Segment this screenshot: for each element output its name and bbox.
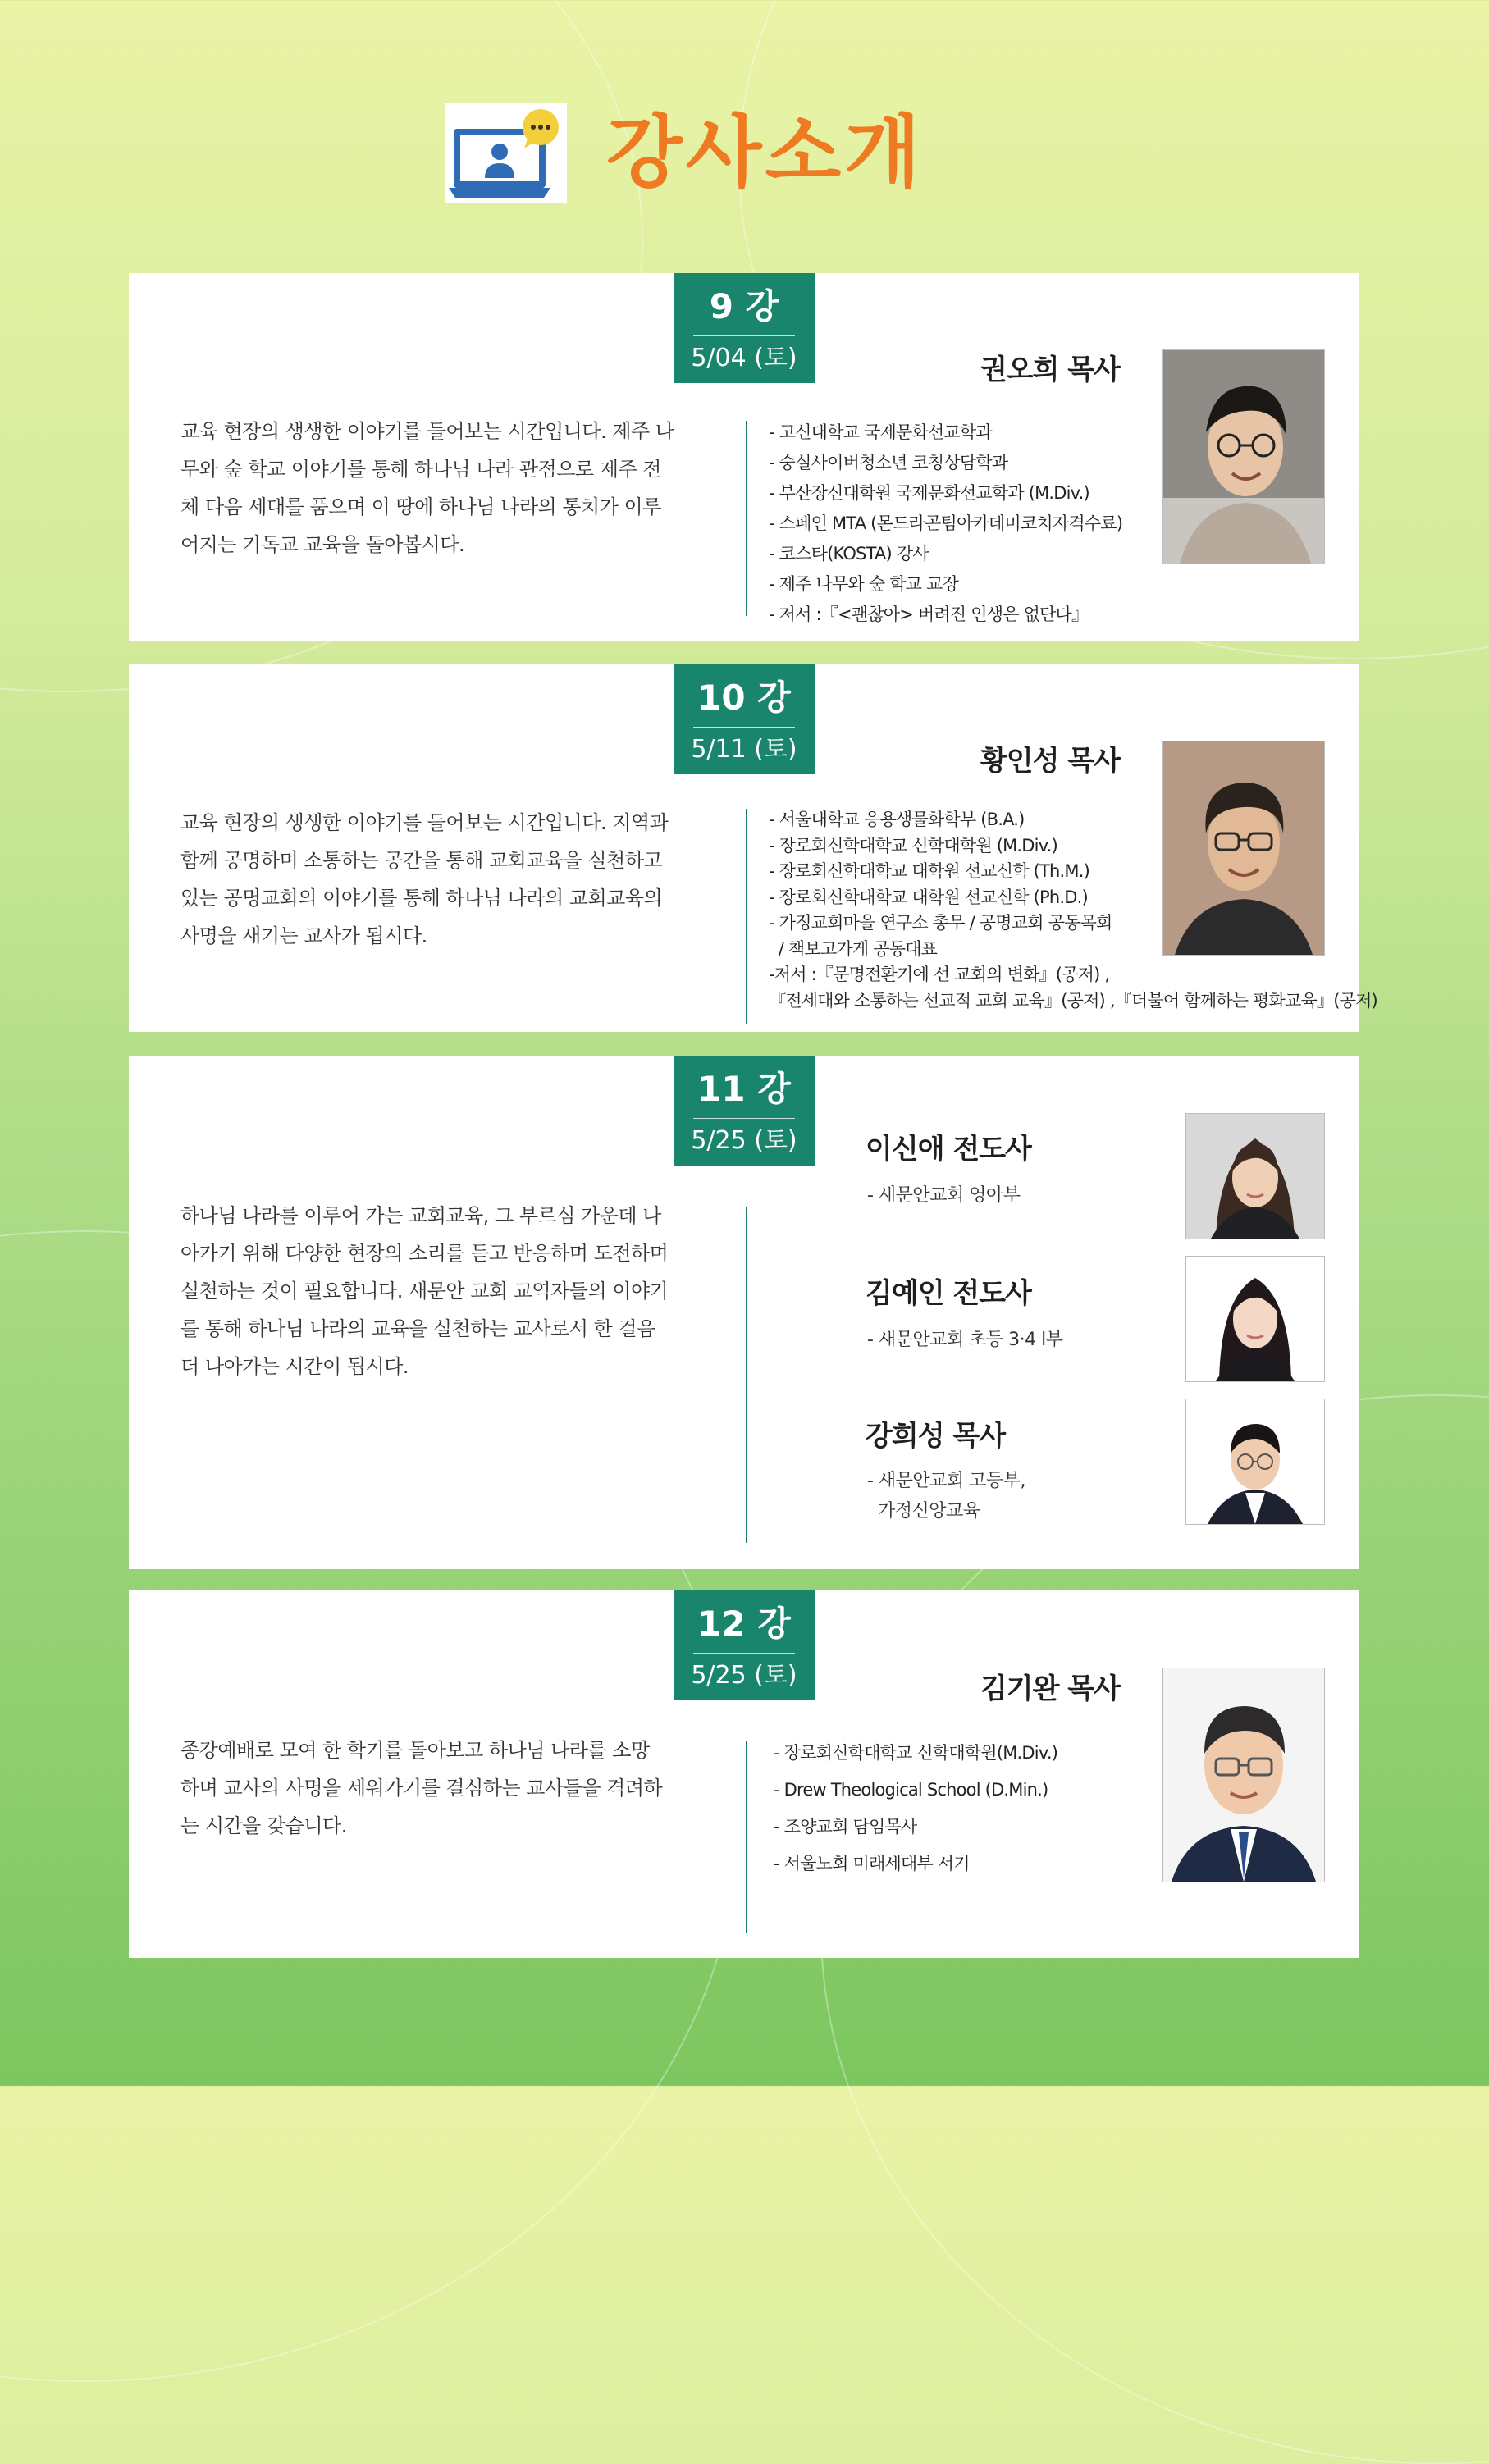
speaker-name: 황인성 목사 (980, 745, 1120, 778)
lecture-date: 5/25 (토) (691, 1126, 797, 1155)
speaker-name: 이신애 전도사 (866, 1133, 1031, 1166)
speaker-name: 김예인 전도사 (866, 1277, 1031, 1310)
lecture-card-12 (129, 1590, 1359, 1958)
speaker-note: - 새문안교회 초등 3·4 l부 (867, 1330, 1063, 1350)
lecture-badge (674, 1056, 815, 1166)
vertical-divider (746, 809, 747, 1024)
vertical-divider (746, 1207, 747, 1543)
lecture-card-10 (129, 664, 1377, 1032)
lecture-badge (674, 664, 815, 774)
page-title: 강사소개 (606, 107, 924, 198)
lecture-number: 11 강 (697, 1069, 791, 1109)
lecture-date: 5/11 (토) (691, 735, 797, 764)
lecture-date: 5/25 (토) (691, 1661, 797, 1690)
lecture-card-9 (129, 273, 1359, 641)
speaker-name: 김기완 목사 (980, 1672, 1120, 1705)
speaker-note: - 새문안교회 고등부, 가정신앙교육 (867, 1471, 1025, 1522)
lecture-number: 9 강 (709, 286, 779, 326)
speaker-name: 강희성 목사 (866, 1420, 1006, 1453)
lecture-description: 종강예배로 모여 한 학기를 돌아보고 하나님 나라를 소망 하며 교사의 사명을 세워가기를 결심하는 교사들을 격려하 는 시간을 갖습니다. (180, 1739, 663, 1837)
page-header (445, 103, 924, 203)
speaker-credentials: - 서울대학교 응용생물화학부 (B.A.) - 장로회신학대학교 신학대학원 (M.Div.) - 장로회신학대학교 대학원 선교신학 (Th.M.) - 장로회신학대학교 대학원 선교신학 (Ph.D.) - 가정교회마을 연구소 총무 / 공명교회 공동목회 / 책보고가게 공동대표 -저서 :『문명전환기에 선 교회의 변화』(공저) , 『전세대와 소통하는 선교적 교회 교육』(공저) ,『더불어 함께하는 평화교육』(공저) (769, 810, 1377, 1011)
speaker-photo (1162, 741, 1325, 956)
lecture-description: 교육 현장의 생생한 이야기를 들어보는 시간입니다. 지역과 함께 공명하며 소통하는 공간을 통해 교회교육을 실천하고 있는 공명교회의 이야기를 통해 하나님 나라의 교회교육의 사명을 새기는 교사가 됩시다. (180, 811, 669, 947)
speaker-credentials: - 장로회신학대학교 신학대학원(M.Div.) - Drew Theological School (D.Min.) - 조양교회 담임목사 - 서울노회 미래세대부 서기 (774, 1743, 1058, 1873)
lecture-badge (674, 1590, 815, 1700)
lecture-badge (674, 273, 815, 383)
speaker-photo (1185, 1256, 1325, 1382)
vertical-divider (746, 1741, 747, 1933)
lecture-card-11 (129, 1056, 1359, 1569)
speaker-photo (1185, 1399, 1325, 1525)
speaker-credentials: - 고신대학교 국제문화선교학과 - 숭실사이버청소년 코칭상담학과 - 부산장신대학원 국제문화선교학과 (M.Div.) - 스페인 MTA (몬드라곤팀아카데미코치자격수료) - 코스타(KOSTA) 강사 - 제주 나무와 숲 학교 교장 - 저서 :『<괜찮아> 버려진 인생은 없단다』 (769, 422, 1123, 624)
speaker-photo (1185, 1113, 1325, 1239)
vertical-divider (746, 421, 747, 616)
speaker-note: - 새문안교회 영아부 (867, 1185, 1021, 1206)
badge-divider (693, 727, 795, 728)
speaker-photo (1162, 349, 1325, 564)
badge-divider (693, 1653, 795, 1654)
lecture-number: 12 강 (697, 1604, 791, 1644)
lecture-description: 하나님 나라를 이루어 가는 교회교육, 그 부르심 가운데 나 아가기 위해 다양한 현장의 소리를 듣고 반응하며 도전하며 실천하는 것이 필요합니다. 새문안 교회 교역자들의 이야기 를 통해 하나님 나라의 교육을 실천하는 교사로서 한 걸음 더 나아가는 시간이 됩시다. (180, 1204, 669, 1378)
speaker-photo (1162, 1668, 1325, 1882)
online-lecturer-chat-icon (445, 103, 567, 203)
lecture-description: 교육 현장의 생생한 이야기를 들어보는 시간입니다. 제주 나 무와 숲 학교 이야기를 통해 하나님 나라 관점으로 제주 전 체 다음 세대를 품으며 이 땅에 하나님 나라의 통치가 이루 어지는 기독교 교육을 돌아봅시다. (180, 420, 674, 556)
badge-divider (693, 1118, 795, 1119)
lecture-number: 10 강 (697, 678, 791, 718)
badge-divider (693, 335, 795, 336)
lecture-date: 5/04 (토) (691, 344, 797, 372)
speaker-name: 권오희 목사 (980, 354, 1120, 386)
